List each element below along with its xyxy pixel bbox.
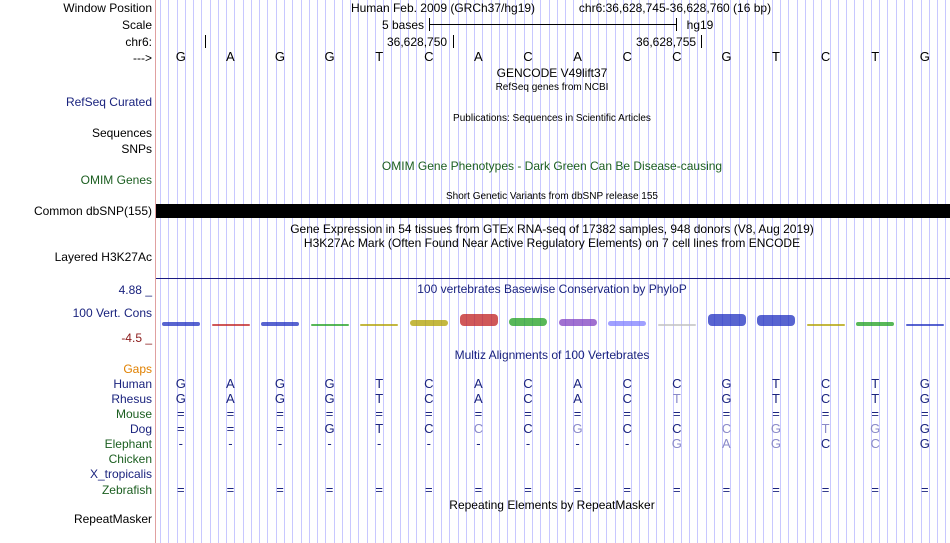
conservation-logo-mark [311,324,349,326]
cons-track-label[interactable]: 100 Vert. Cons [72,306,152,320]
grid-line [218,0,219,543]
alignment-base: G [175,376,186,391]
alignment-base: - [228,436,233,451]
alignment-base: G [770,436,782,451]
alignment-base: C [820,376,831,391]
grid-line [722,0,723,543]
alignment-base: T [672,391,681,406]
h3k27ac-track-label[interactable]: Layered H3K27Ac [54,250,152,264]
alignment-base: = [722,482,731,497]
conservation-logo-mark [460,314,498,326]
conservation-logo-mark [162,322,200,326]
grid-line [714,0,715,543]
alignment-base: C [870,436,880,451]
alignment-base: G [274,376,286,391]
grid-line [747,0,748,543]
dbsnp-bar[interactable] [156,204,950,218]
grid-line [846,0,847,543]
grid-line [805,0,806,543]
alignment-base: = [921,406,929,421]
alignment-base: G [721,376,732,391]
base-letter: A [226,49,235,64]
grid-line [391,0,392,543]
grid-line [433,0,434,543]
scale-right-text: hg19 [686,18,714,32]
conservation-logo-mark [658,324,696,326]
alignment-base: G [919,391,930,406]
window-position-label: Window Position [63,1,152,15]
alignment-base: = [673,406,681,421]
scale-bar [429,24,677,25]
alignment-base: = [425,482,433,497]
alignment-base: = [821,406,830,421]
gtex-title[interactable]: Gene Expression in 54 tissues from GTEx RNA-seq of 17382 samples, 948 donors (V8, Aug 2019) [290,222,814,236]
repeatmasker-title[interactable]: Repeating Elements by RepeatMasker [449,498,655,512]
alignment-base: - [476,436,481,451]
alignment-base: C [523,376,533,391]
snps-track-label[interactable]: SNPs [121,142,152,156]
conservation-logo-mark [360,324,398,326]
alignment-base: A [474,391,483,406]
alignment-base: = [722,406,731,421]
grid-line [755,0,756,543]
alignment-base: = [425,406,433,421]
alignment-base: = [375,482,383,497]
alignment-base: G [274,391,286,406]
alignment-base: C [523,391,533,406]
alignment-base: - [178,436,183,451]
grid-line [334,0,335,543]
ruler-tick [205,35,206,48]
omim-title[interactable]: OMIM Gene Phenotypes - Dark Green Can Be Disease-causing [381,159,723,173]
cons-max-label: 4.88 _ [118,283,152,297]
alignment-base: T [871,376,880,391]
grid-line [466,0,467,543]
base-letter: A [474,49,483,64]
dbsnp-title[interactable]: Short Genetic Variants from dbSNP release 155 [446,191,658,202]
dbsnp-track-label[interactable]: Common dbSNP(155) [33,204,152,218]
alignment-base: G [324,376,335,391]
grid-line [168,0,169,543]
h3k27ac-title[interactable]: H3K27Ac Mark (Often Found Near Active Regulatory Elements) on 7 cell lines from ENCODE [303,236,801,250]
grid-line [664,0,665,543]
grid-line [416,0,417,543]
browser-image[interactable] [156,0,950,543]
alignment-base: A [722,436,731,451]
grid-line [689,0,690,543]
ruler-tick-label-1: 36,628,750 [387,35,448,49]
alignment-base: = [573,406,582,421]
grid-line [383,0,384,543]
alignment-base: - [575,436,580,451]
grid-line [458,0,459,543]
conservation-logo-mark [410,320,448,326]
chrom-label: chr6: [125,35,152,49]
alignment-base: C [820,436,831,451]
base-letter: C [424,49,434,64]
position-title: chr6:36,628,745-36,628,760 (16 bp) [578,1,772,15]
species-label[interactable]: Elephant [104,437,152,451]
alignment-base: = [474,482,483,497]
grid-line [631,0,632,543]
alignment-base: - [426,436,431,451]
grid-line [871,0,872,543]
alignment-base: - [377,436,382,451]
grid-line [474,0,475,543]
grid-line [673,0,674,543]
conservation-logo-mark [261,322,299,326]
alignment-base: = [623,482,631,497]
grid-line [491,0,492,543]
alignment-base: - [625,436,630,451]
conservation-logo-mark [807,324,845,326]
ruler-tick-label-2: 36,628,755 [636,35,697,49]
refseq-subtitle: RefSeq genes from NCBI [495,82,609,93]
alignment-base: C [672,421,682,436]
species-label[interactable]: Chicken [108,452,152,466]
species-label[interactable]: Rhesus [111,392,152,406]
grid-line [317,0,318,543]
grid-line [821,0,822,543]
species-label[interactable]: X_tropicalis [89,467,152,481]
repeatmasker-track-label[interactable]: RepeatMasker [73,512,152,526]
cons-min-label: -4.5 _ [121,331,152,345]
alignment-base: = [871,406,879,421]
grid-line [367,0,368,543]
conservation-logo-mark [212,324,250,326]
alignment-base: T [375,391,384,406]
grid-line [400,0,401,543]
alignment-base: = [524,482,532,497]
grid-line [449,0,450,543]
alignment-base: = [573,482,582,497]
grid-line [201,0,202,543]
assembly-title: Human Feb. 2009 (GRCh37/hg19) [350,1,536,15]
grid-line [813,0,814,543]
alignment-base: G [324,421,335,436]
grid-line [838,0,839,543]
conservation-logo-mark [906,324,944,326]
base-letter: T [772,49,780,64]
conservation-logo-mark [559,319,597,326]
grid-line [780,0,781,543]
scale-bar-right-end [676,18,677,31]
publications-title[interactable]: Publications: Sequences in Scientific Articles [453,113,651,124]
alignment-base: A [226,376,235,391]
grid-line [350,0,351,543]
alignment-base: = [177,482,185,497]
base-letter: C [523,49,533,64]
species-label[interactable]: Zebrafish [101,483,152,497]
grid-line [284,0,285,543]
grid-line [292,0,293,543]
track-labels [0,0,152,543]
alignment-base: C [622,391,632,406]
grid-line [739,0,740,543]
species-label[interactable]: Human [113,377,152,391]
alignment-base: A [573,391,582,406]
alignment-base: T [871,391,880,406]
grid-line [623,0,624,543]
grid-line [251,0,252,543]
alignment-base: G [919,421,930,436]
conservation-logo-mark [509,318,547,326]
grid-line [887,0,888,543]
grid-line [863,0,864,543]
alignment-base: G [572,421,583,436]
grid-line [730,0,731,543]
alignment-base: A [573,376,582,391]
ruler-tick [701,35,702,48]
grid-line [267,0,268,543]
base-letter: G [919,49,930,64]
grid-line [342,0,343,543]
alignment-base: T [772,376,780,391]
alignment-base: = [325,406,334,421]
alignment-base: = [276,482,284,497]
alignment-base: = [276,421,284,436]
alignment-base: = [673,482,681,497]
grid-line [193,0,194,543]
base-letter: T [375,49,384,64]
grid-line [185,0,186,543]
alignment-base: C [424,391,434,406]
grid-line [921,0,922,543]
alignment-base: T [375,376,384,391]
grid-line [830,0,831,543]
alignment-base: = [276,406,284,421]
refseq-track-label[interactable]: RefSeq Curated [65,95,152,109]
alignment-base: = [772,482,780,497]
base-letter: A [573,49,582,64]
base-letter: T [871,49,880,64]
scale-bar-left-end [429,18,430,31]
multiz-title[interactable]: Multiz Alignments of 100 Vertebrates [454,348,650,362]
grid-line [234,0,235,543]
grid-line [259,0,260,543]
alignment-base: = [623,406,631,421]
alignment-base: A [226,391,235,406]
alignment-base: G [870,421,881,436]
alignment-base: = [226,421,235,436]
alignment-base: T [772,391,780,406]
alignment-base: G [721,391,732,406]
conservation-logo-mark [608,321,646,326]
grid-line [615,0,616,543]
alignment-base: C [622,421,632,436]
alignment-base: G [671,436,682,451]
grid-line [482,0,483,543]
grid-line [648,0,649,543]
alignment-base: = [226,482,235,497]
alignment-base: T [375,421,384,436]
alignment-base: G [919,436,930,451]
scale-label: Scale [121,18,152,32]
omim-track-label[interactable]: OMIM Genes [80,173,152,187]
alignment-base: = [177,406,185,421]
grid-line [912,0,913,543]
alignment-base: G [919,376,930,391]
alignment-base: = [474,406,483,421]
grid-line [425,0,426,543]
scale-left-text: 5 bases [381,18,425,32]
grid-line [309,0,310,543]
conservation-logo-mark [708,314,746,326]
alignment-base: G [770,421,782,436]
gencode-title[interactable]: GENCODE V49lift37 [496,66,608,80]
grid-line [697,0,698,543]
grid-line [797,0,798,543]
alignment-base: G [175,391,186,406]
grid-line [210,0,211,543]
alignment-base: = [177,421,185,436]
alignment-base: C [424,376,434,391]
alignment-base: C [820,391,831,406]
gaps-label: Gaps [123,362,152,376]
species-label[interactable]: Mouse [115,407,152,421]
grid-line [441,0,442,543]
grid-line [408,0,409,543]
grid-line [243,0,244,543]
grid-line [375,0,376,543]
grid-line [301,0,302,543]
alignment-base: = [226,406,235,421]
alignment-base: - [277,436,283,451]
conservation-logo-mark [757,315,795,326]
alignment-base: = [921,482,929,497]
conservation-logo-mark [856,322,894,326]
grid-line [656,0,657,543]
base-letter: G [175,49,186,64]
h3k27ac-signal-line [156,278,950,279]
ruler-tick [453,35,454,48]
alignment-base: C [622,376,632,391]
alignment-base: T [821,421,830,436]
alignment-base: - [525,436,531,451]
base-letter: G [721,49,732,64]
grid-line [160,0,161,543]
grid-line [788,0,789,543]
alignment-base: = [821,482,830,497]
species-label[interactable]: Dog [129,422,152,436]
grid-line [929,0,930,543]
sequences-track-label[interactable]: Sequences [91,126,152,140]
phylop-title[interactable]: 100 vertebrates Basewise Conservation by PhyloP [417,282,687,296]
grid-line [763,0,764,543]
alignment-base: C [473,421,484,436]
base-letter: G [274,49,286,64]
grid-line [904,0,905,543]
alignment-base: = [772,406,780,421]
alignment-base: C [523,421,533,436]
grid-line [358,0,359,543]
alignment-base: = [325,482,334,497]
base-letter: C [672,49,682,64]
alignment-base: = [524,406,532,421]
grid-line [177,0,178,543]
base-letter: G [324,49,335,64]
grid-line [945,0,946,543]
base-letter: C [622,49,632,64]
grid-line [772,0,773,543]
grid-line [681,0,682,543]
alignment-base: C [721,421,732,436]
alignment-base: A [474,376,483,391]
grid-line [276,0,277,543]
alignment-base: C [424,421,434,436]
alignment-base: = [871,482,879,497]
alignment-base: = [375,406,383,421]
alignment-base: - [327,436,332,451]
grid-line [706,0,707,543]
grid-line [854,0,855,543]
alignment-base: G [324,391,335,406]
grid-line [937,0,938,543]
grid-line [639,0,640,543]
grid-line [896,0,897,543]
alignment-base: C [672,376,682,391]
grid-line [879,0,880,543]
strand-arrow-label: ---> [133,51,152,65]
grid-line [325,0,326,543]
grid-line [226,0,227,543]
base-letter: C [820,49,831,64]
